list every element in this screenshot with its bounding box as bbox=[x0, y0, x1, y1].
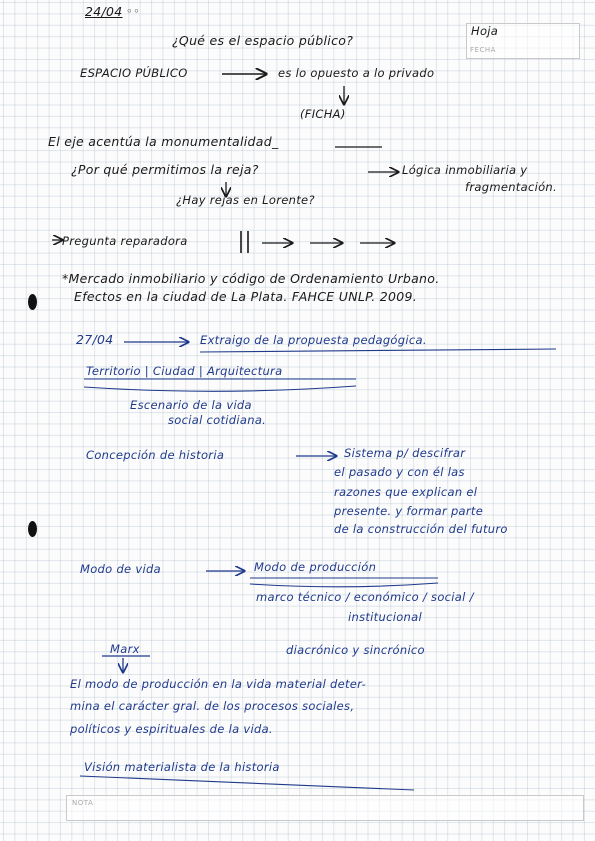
cita-line-1: El modo de producción en la vida material deter- bbox=[70, 677, 367, 691]
cita-line-2: mina el carácter gral. de los procesos sociales, bbox=[70, 699, 355, 713]
marx-label: Marx bbox=[110, 642, 140, 656]
hoja-label: Hoja bbox=[471, 24, 499, 38]
question-reja: ¿Por qué permitimos la reja? bbox=[71, 162, 259, 177]
mercado-line-1: *Mercado inmobiliario y código de Ordenamiento Urbano. bbox=[62, 271, 440, 286]
pregunta-reparadora: Pregunta reparadora bbox=[62, 234, 188, 248]
fecha-label: FECHA bbox=[470, 46, 496, 54]
cita-line-3: políticos y espirituales de la vida. bbox=[70, 722, 273, 736]
sistema-line-5: de la construcción del futuro bbox=[334, 522, 508, 536]
diacronico-sincronico: diacrónico y sincrónico bbox=[286, 643, 425, 657]
modo-de-vida: Modo de vida bbox=[80, 562, 161, 576]
ficha-note: (FICHA) bbox=[300, 107, 346, 121]
eje-monumentalidad: El eje acentúa la monumentalidad_ bbox=[48, 134, 279, 149]
escenario-line-1: Escenario de la vida bbox=[130, 398, 252, 412]
modo-de-produccion: Modo de producción bbox=[254, 560, 377, 574]
vision-underline bbox=[80, 776, 414, 790]
question-espacio-publico: ¿Qué es el espacio público? bbox=[172, 33, 354, 48]
extraigo-underline bbox=[200, 349, 556, 352]
logica-inmobiliaria: Lógica inmobiliaria y bbox=[402, 163, 528, 177]
marco-line-1: marco técnico / económico / social / bbox=[256, 590, 474, 604]
header-date: 24/04 bbox=[85, 4, 123, 19]
extraigo-propuesta: Extraigo de la propuesta pedagógica. bbox=[200, 333, 427, 347]
espacio-publico-term: ESPACIO PÚBLICO bbox=[80, 66, 188, 80]
question-rejas-lorente: ¿Hay rejas en Lorente? bbox=[176, 193, 315, 207]
sistema-line-1: Sistema p/ descifrar bbox=[344, 446, 466, 460]
opuesto-privado: es lo opuesto a lo privado bbox=[278, 66, 435, 80]
date-27-04: 27/04 bbox=[76, 332, 114, 347]
sistema-line-3: razones que explican el bbox=[334, 485, 478, 499]
territorio-ciudad-arquitectura: Territorio | Ciudad | Arquitectura bbox=[86, 364, 283, 378]
concepcion-historia: Concepción de historia bbox=[86, 448, 225, 462]
mercado-line-2: Efectos en la ciudad de La Plata. FAHCE UNLP. 2009. bbox=[74, 289, 418, 304]
escenario-line-2: social cotidiana. bbox=[168, 413, 267, 427]
vision-materialista: Visión materialista de la historia bbox=[84, 760, 280, 774]
territorio-bracket bbox=[84, 386, 356, 391]
marco-line-2: institucional bbox=[348, 610, 422, 624]
header-date-circles: ◦◦ bbox=[126, 4, 141, 18]
produccion-bracket bbox=[250, 583, 438, 587]
nota-label: NOTA bbox=[72, 799, 94, 807]
sistema-line-2: el pasado y con él las bbox=[334, 465, 465, 479]
fragmentacion: fragmentación. bbox=[465, 180, 557, 194]
sistema-line-4: presente. y formar parte bbox=[334, 504, 484, 518]
